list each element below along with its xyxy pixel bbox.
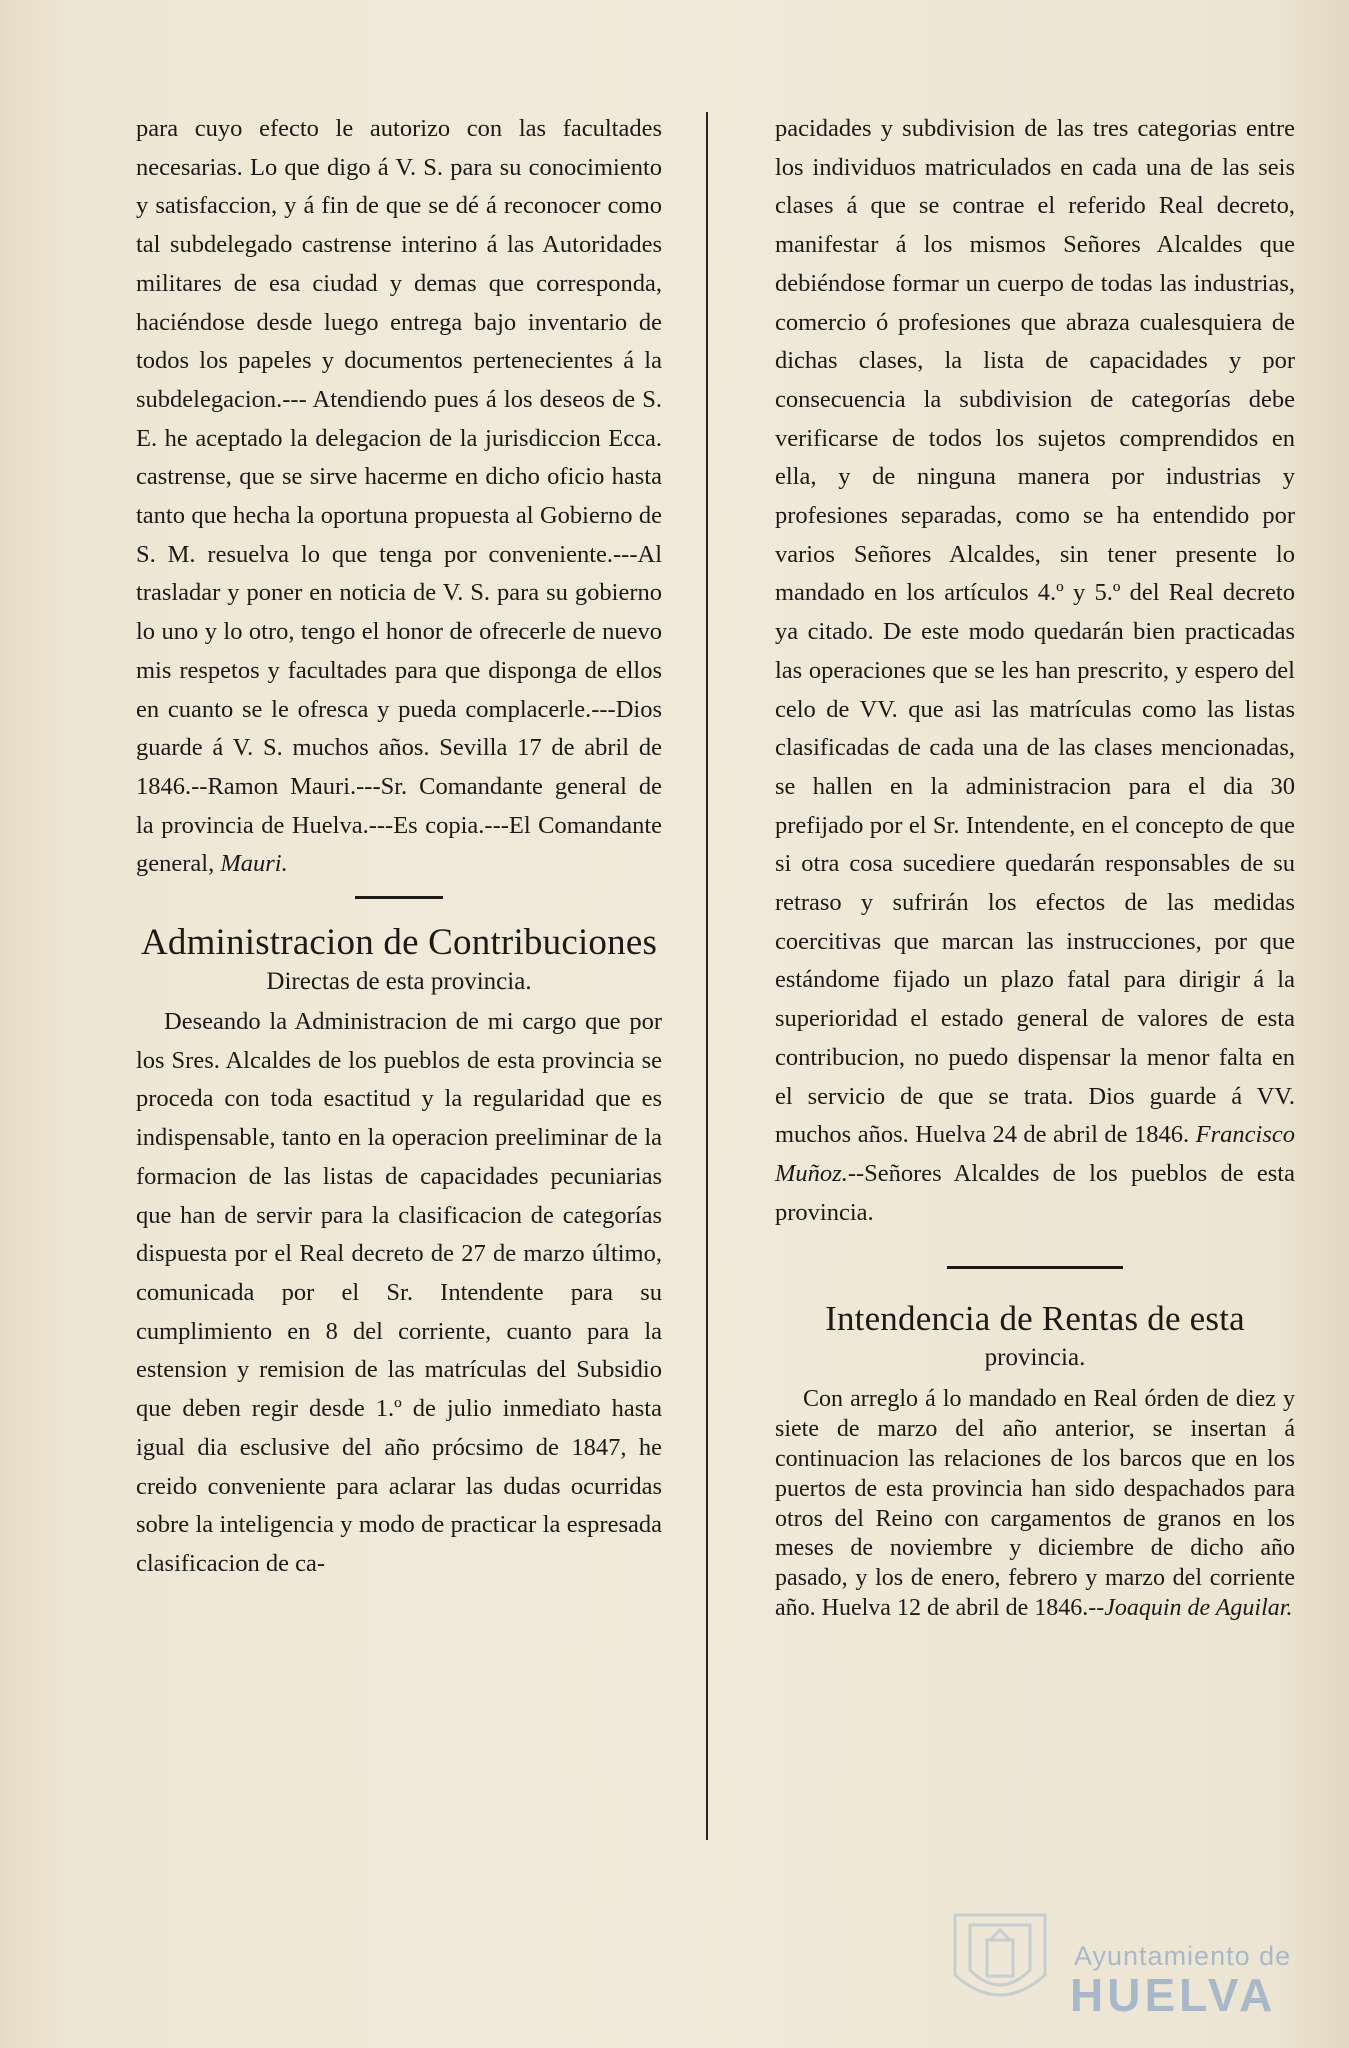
right-column	[775, 110, 1295, 1624]
watermark-huelva-text: HUELVA	[1070, 1969, 1277, 2021]
section-title-intendencia: Intendencia de Rentas de esta	[825, 1299, 1245, 1339]
signature-francisco-munoz: Francisco Muñoz.	[775, 1121, 1295, 1187]
contribuciones-paragraph: Deseando la Administracion de mi cargo que por los Sres. Alcaldes de los pueblos de esta provincia se proceda con toda esactitud y la regularidad que es indispensable, tanto en la operacion preeliminar de la formacion de las listas de capacidades pecuniarias que han de servir para la clasificacion de categorías dispuesta por el Real decreto de 27 de marzo último, comunicada por el Sr. Intendente para su cumplimiento en 8 del corriente, cuanto para la estension y remision de las matrículas del Subsidio que deben regir desde 1.º de julio inmediato hasta igual dia esclusive del año prócsimo de 1847, he creido conveniente para aclarar las dudas ocurridas sobre la inteligencia y modo de practicar la espresada clasificacion de ca-	[136, 1008, 662, 1577]
watermark-ayuntamiento-text: Ayuntamiento de	[1074, 1941, 1292, 1971]
section-title-contribuciones: Administracion de Contribuciones	[140, 922, 658, 964]
left-column	[136, 110, 662, 1584]
section-subtitle-intendencia: provincia.	[984, 1344, 1086, 1372]
left-paragraph-continuation	[136, 110, 662, 884]
section-divider-rule	[355, 896, 443, 899]
right-paragraph-1-text: pacidades y subdivision de las tres categorias entre los individuos matriculados en cada una de las seis clases á que se contrae el referido Real decreto, manifestar á los mismos Señores Alcaldes que debiéndose formar un cuerpo de todas las industrias, comercio ó profesiones que abraza cualesquiera de dichas clases, la lista de capacidades y por consecuencia la subdivision de categorías debe verificarse de todos los sujetos comprendidos en ella, y de ninguna manera por industrias y profesiones separadas, como se ha entendido por varios Señores Alcaldes, sin tener presente lo mandado en los artículos 4.º y 5.º del Real decreto ya citado. De este modo quedarán bien practicadas las operaciones que se les han prescrito, y espero del celo de VV. que asi las matrículas como las listas clasificadas de cada una de las clases mencionadas, se hallen en la administracion para el dia 30 prefijado por el Sr. Intendente, en el concepto de que si otra cosa sucediere quedarán responsables de su retraso y sufrirán los efectos de las medidas coercitivas que marcan las instrucciones, por que estándome fijado un plazo fatal para dirigir á la superioridad el estado general de valores de esta contribucion, no puedo dispensar la menor falta en el servicio de que se trata. Dios guarde á VV. muchos años. Huelva 24 de abril de 1846.	[775, 115, 1295, 1149]
column-divider	[706, 112, 708, 1840]
intendencia-paragraph-text: Con arreglo á lo mandado en Real órden de diez y siete de marzo del año anterior, se insertan á continuacion las relaciones de los barcos que en los puertos de esta provincia han sido despachados para otros del Reino con cargamentos de granos en los meses de noviembre y diciembre de dicho año pasado, y los de enero, febrero y marzo del corriente año. Huelva 12 de abril de 1846.--	[775, 1386, 1295, 1621]
signature-mauri: Mauri.	[220, 850, 288, 878]
section-divider-rule-right	[947, 1266, 1123, 1269]
intendencia-paragraph	[775, 1385, 1295, 1623]
right-paragraph-1-closing: --Señores Alcaldes de los pueblos de esta provincia.	[775, 1159, 1295, 1226]
right-paragraph-continuation	[775, 110, 1295, 1232]
left-paragraph-1-text: para cuyo efecto le autorizo con las facultades necesarias. Lo que digo á V. S. para su conocimiento y satisfaccion, y á fin de que se dé á reconocer como tal subdelegado castrense interino á las Autoridades militares de esa ciudad y demas que corresponda, haciéndose desde luego entrega bajo inventario de todos los papeles y documentos pertenecientes á la subdelegacion.--- Atendiendo pues á los deseos de S. E. he aceptado la delegacion de la jurisdiccion Ecca. castrense, que se sirve hacerme en dicho oficio hasta tanto que hecha la oportuna propuesta al Gobierno de S. M. resuelva lo que tenga por conveniente.---Al trasladar y poner en noticia de V. S. para su gobierno lo uno y lo otro, tengo el honor de ofrecerle de nuevo mis respetos y facultades para que disponga de ellos en cuanto se le ofresca y pueda complacerle.---Dios guarde á V. S. muchos años. Sevilla 17 de abril de 1846.--Ramon Mauri.---Sr. Comandante general de la provincia de Huelva.---Es copia.---El Comandante general,	[136, 115, 662, 878]
signature-joaquin-de-aguilar: Joaquin de Aguilar.	[1104, 1594, 1293, 1621]
section-subtitle-contribuciones: Directas de esta provincia.	[266, 968, 532, 996]
